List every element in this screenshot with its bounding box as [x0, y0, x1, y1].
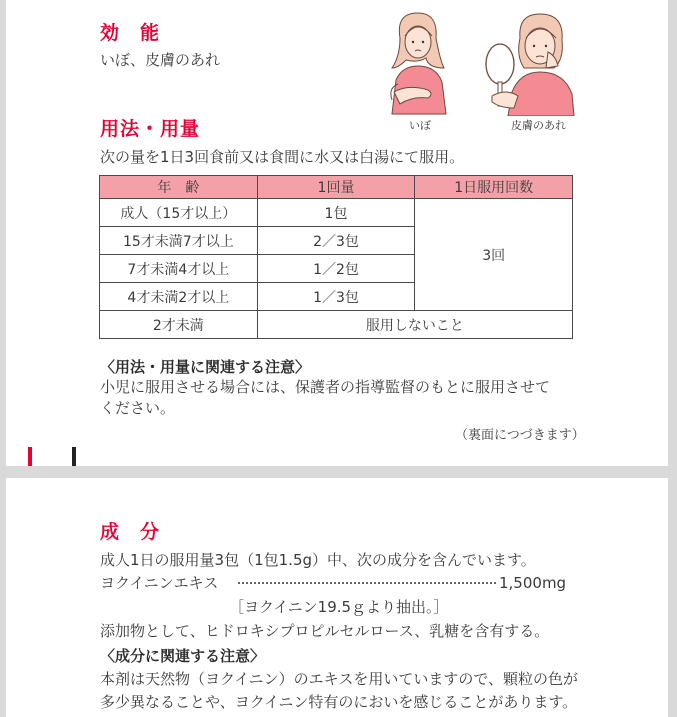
- not-to-take-cell: 服用しないこと: [257, 311, 572, 339]
- header-age: 年 齢: [100, 176, 258, 199]
- leaflet-page-front: [6, 0, 668, 466]
- age-cell: 4才未満2才以上: [100, 283, 258, 311]
- ingredients-caution-line-1: 本剤は天然物（ヨクイニン）のエキスを用いていますので、顆粒の色が: [100, 670, 579, 688]
- age-cell: 7才未満4才以上: [100, 255, 258, 283]
- dosage-caution-line-2: ください。: [100, 399, 176, 417]
- illustration-caption-wart: いぼ: [409, 119, 431, 132]
- dosage-table-header-row: [100, 176, 573, 199]
- additives-text: 添加物として、ヒドロキシプロピルセルロース、乳糖を含有する。: [100, 622, 550, 640]
- age-cell: 2才未満: [100, 311, 258, 339]
- dose-cell: 1／2包: [257, 255, 415, 283]
- dosage-caution-line-1: 小児に服用させる場合には、保護者の指導監督のもとに服用させて: [100, 378, 551, 396]
- ingredients-title: 成 分: [100, 521, 161, 543]
- illustration-caption-rough-skin: 皮膚のあれ: [511, 119, 566, 132]
- ingredients-caution-line-2: 多少異なることや、ヨクイニン特有のにおいを感じることがあります。: [100, 693, 578, 711]
- dosage-intro: 次の量を1日3回食前又は食間に水又は白湯にて服用。: [100, 148, 465, 166]
- dosage-caution-title: 〈用法・用量に関連する注意〉: [100, 358, 311, 376]
- age-cell: 15才未満7才以上: [100, 227, 258, 255]
- table-row: [100, 311, 573, 339]
- ingredient-note: ［ヨクイニン19.5ｇより抽出。］: [229, 598, 449, 616]
- age-cell: 成人（15才以上）: [100, 199, 258, 227]
- woman-touching-arm-wart-illustration: [378, 8, 458, 116]
- ingredient-name: ヨクイニンエキス: [100, 574, 219, 592]
- ingredients-caution-title: 〈成分に関連する注意〉: [100, 647, 266, 665]
- ingredients-intro: 成人1日の服用量3包（1包1.5g）中、次の成分を含んでいます。: [100, 551, 536, 569]
- dosage-table: [99, 175, 573, 339]
- header-dose: 1回量: [257, 176, 415, 199]
- dot-leader: [238, 582, 496, 584]
- woman-with-hand-mirror-illustration: [480, 12, 576, 116]
- ingredient-amount: 1,500mg: [499, 574, 567, 592]
- black-registration-mark: [72, 447, 76, 466]
- efficacy-title: 効 能: [100, 22, 161, 44]
- table-row: [100, 199, 573, 227]
- dose-cell: 2／3包: [257, 227, 415, 255]
- header-times-per-day: 1日服用回数: [415, 176, 573, 199]
- continued-note: （裏面につづきます）: [455, 428, 585, 443]
- dose-cell: 1／3包: [257, 283, 415, 311]
- dosage-title: 用法・用量: [100, 118, 201, 140]
- red-registration-mark: [28, 447, 32, 466]
- efficacy-text: いぼ、皮膚のあれ: [100, 51, 221, 69]
- times-cell: 3回: [415, 199, 573, 311]
- dose-cell: 1包: [257, 199, 415, 227]
